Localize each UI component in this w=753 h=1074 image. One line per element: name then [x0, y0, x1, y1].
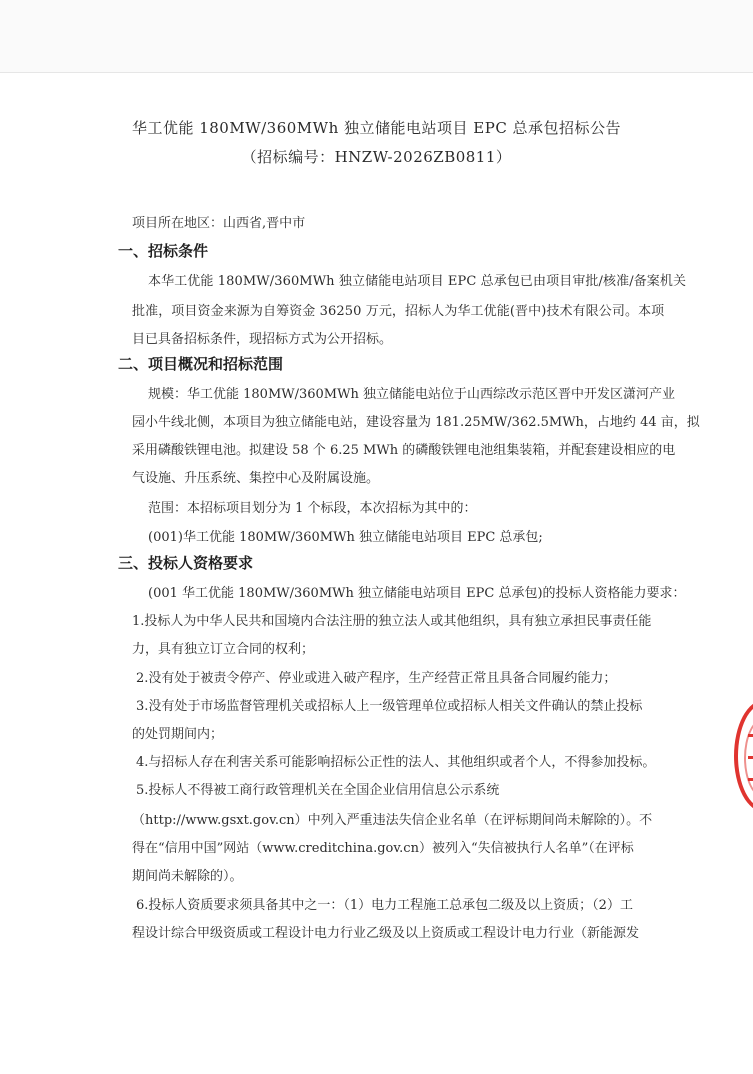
company-seal-stamp [734, 700, 753, 812]
seal-glyph-mark [748, 778, 753, 781]
document-title: 华工优能 180MW/360MWh 独立储能电站项目 EPC 总承包招标公告 [131, 119, 622, 137]
section-heading-tender-conditions: 一、招标条件 [118, 242, 209, 260]
paragraph-line: 3.没有处于市场监督管理机关或招标人上一级管理单位或招标人相关文件确认的禁止投标 [136, 699, 643, 714]
paragraph-line: 目已具备招标条件，现招标方式为公开招标。 [132, 332, 393, 347]
paragraph-line: 6.投标人资质要求须具备其中之一：（1）电力工程施工总承包二级及以上资质；（2）工 [136, 898, 633, 913]
paragraph-line: （http://www.gsxt.gov.cn）中列入严重违法失信企业名单（在评标期间尚未解除的）。不 [132, 813, 653, 828]
paragraph-line: 力，具有独立订立合同的权利； [132, 642, 315, 657]
paragraph-line: 采用磷酸铁锂电池。拟建设 58 个 6.25 MWh 的磷酸铁锂电池组集装箱，并配套建设相应的电 [132, 443, 676, 458]
paragraph-line: 期间尚未解除的）。 [132, 869, 243, 884]
paragraph-line: 1.投标人为中华人民共和国境内合法注册的独立法人或其他组织，具有独立承担民事责任能 [132, 614, 652, 629]
paragraph-line: 批准，项目资金来源为自筹资金 36250 万元，招标人为华工优能(晋中)技术有限公司。本项 [132, 304, 665, 319]
seal-glyph-mark [748, 756, 753, 759]
tender-number: （招标编号：HNZW-2026ZB0811） [241, 148, 512, 166]
paragraph-line: 4.与招标人存在利害关系可能影响招标公正性的法人、其他组织或者个人，不得参加投标。 [136, 755, 656, 770]
paragraph-line: (001 华工优能 180MW/360MWh 独立储能电站项目 EPC 总承包)的投标人资格能力要求： [148, 586, 686, 601]
paragraph-line: 气设施、升压系统、集控中心及附属设施。 [132, 471, 380, 486]
paragraph-line: 程设计综合甲级资质或工程设计电力行业乙级及以上资质或工程设计电力行业（新能源发 [132, 926, 640, 941]
paragraph-line: 得在“信用中国”网站（www.creditchina.gov.cn）被列入“失信被执行人名单”（在评标 [132, 841, 634, 856]
paragraph-line: (001)华工优能 180MW/360MWh 独立储能电站项目 EPC 总承包; [148, 530, 543, 545]
section-heading-bidder-qualifications: 三、投标人资格要求 [118, 554, 254, 572]
section-heading-project-overview: 二、项目概况和招标范围 [118, 355, 284, 373]
paragraph-line: 规模：华工优能 180MW/360MWh 独立储能电站位于山西综改示范区晋中开发区潇河产业 [148, 387, 675, 402]
seal-glyph-mark [748, 734, 753, 737]
paragraph-line: 的处罚期间内； [132, 727, 224, 742]
paragraph-line: 范围：本招标项目划分为 1 个标段，本次招标为其中的： [148, 501, 477, 516]
paragraph-line: 5.投标人不得被工商行政管理机关在全国企业信用信息公示系统 [136, 783, 500, 798]
paragraph-line: 园小牛线北侧，本项目为独立储能电站，建设容量为 181.25MW/362.5MWh，占地约 44 亩，拟 [132, 415, 700, 430]
paragraph-line: 2.没有处于被责令停产、停业或进入破产程序，生产经营正常且具备合同履约能力； [136, 671, 617, 686]
project-location: 项目所在地区：山西省,晋中市 [132, 216, 306, 231]
paragraph-line: 本华工优能 180MW/360MWh 独立储能电站项目 EPC 总承包已由项目审批/核准/备案机关 [148, 274, 687, 289]
